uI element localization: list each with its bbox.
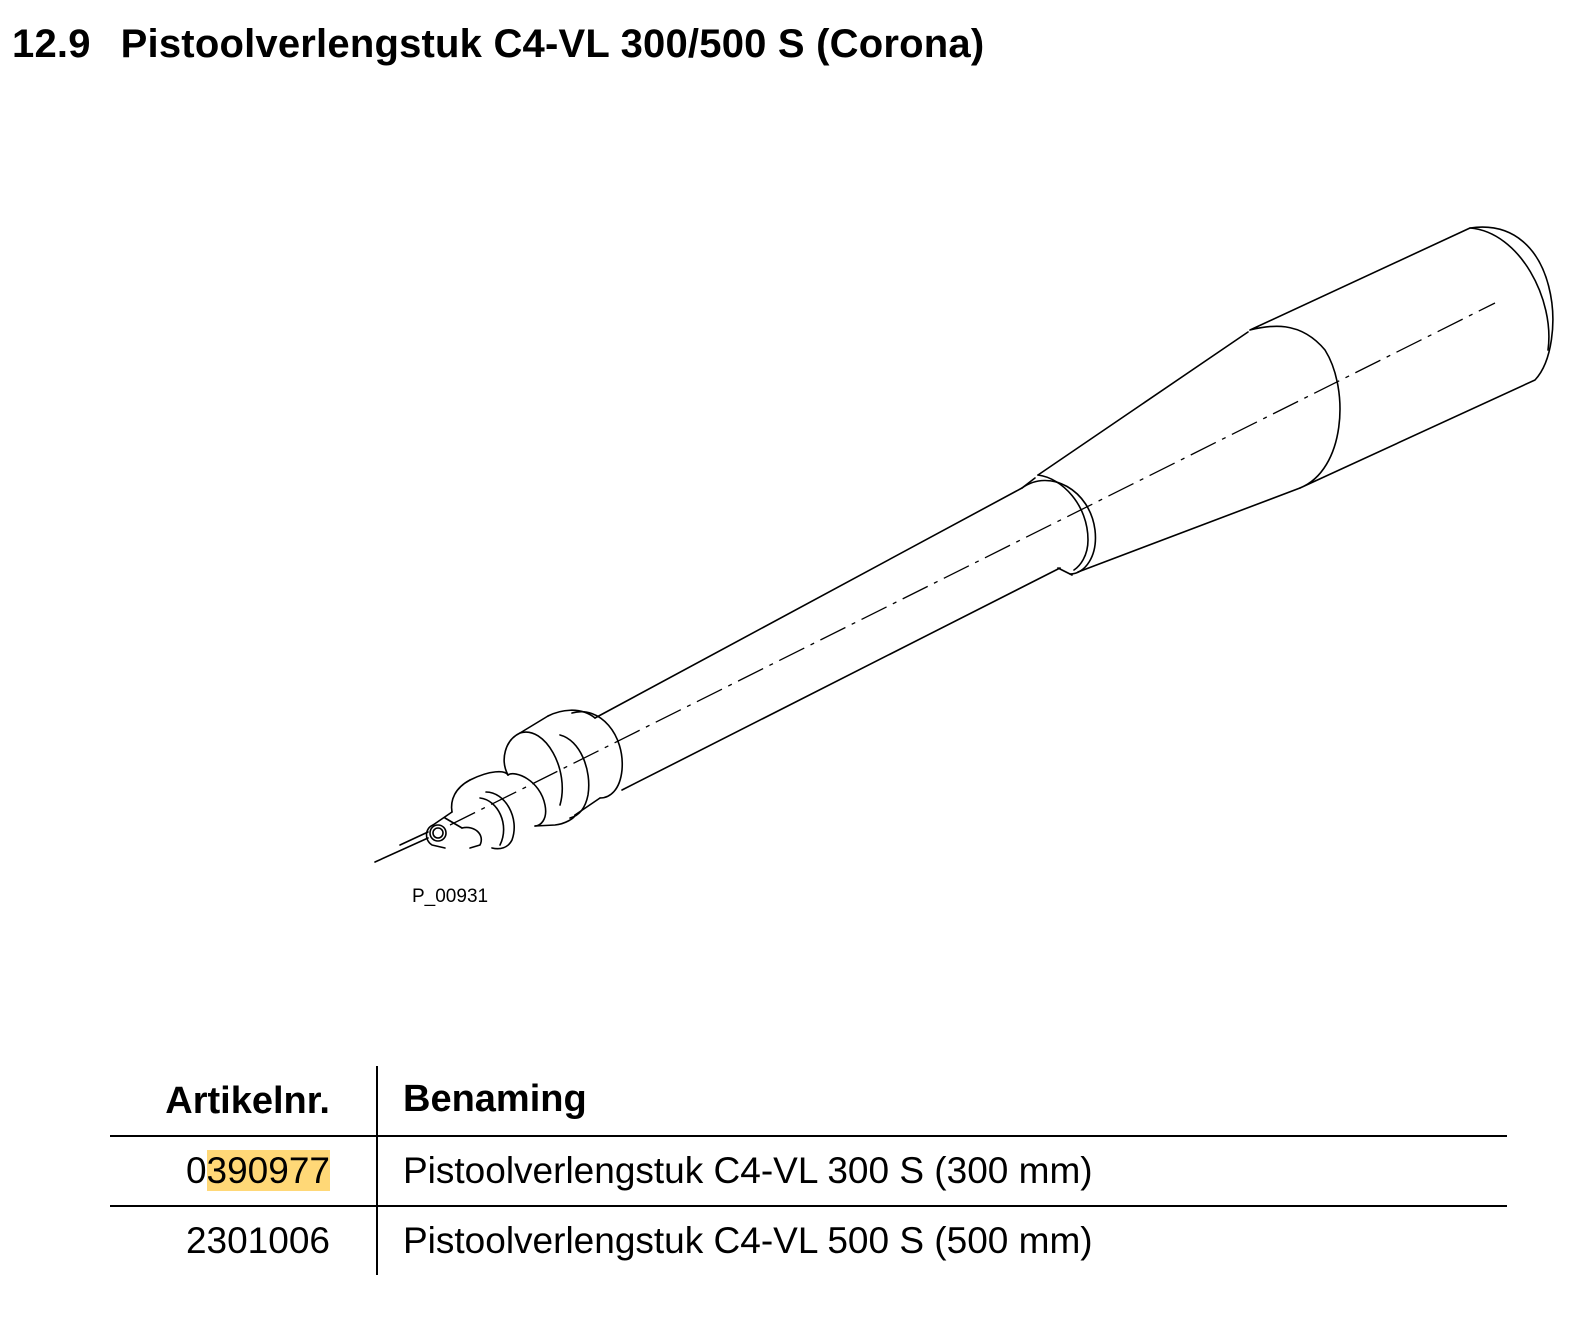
section-title: Pistoolverlengstuk C4-VL 300/500 S (Corona) bbox=[120, 22, 985, 66]
cone-large-end-outline bbox=[1250, 227, 1553, 488]
table-row bbox=[110, 1137, 1507, 1207]
part-name: Pistoolverlengstuk C4-VL 300 S (300 mm) bbox=[403, 1150, 1093, 1191]
section-number: 12.9 bbox=[12, 22, 91, 66]
nozzle-body bbox=[433, 812, 452, 825]
article-number: 2301006 bbox=[110, 1207, 378, 1275]
wire bbox=[375, 838, 428, 862]
table-header-row bbox=[110, 1066, 1507, 1137]
center-axis bbox=[450, 303, 1495, 825]
section-heading bbox=[12, 22, 984, 67]
figure-label: P_00931 bbox=[412, 886, 489, 907]
article-highlight: 390977 bbox=[206, 1150, 330, 1191]
parts-table bbox=[110, 1066, 1507, 1275]
tube-bottom-edge bbox=[622, 568, 1060, 790]
cone-large-end-rim bbox=[1470, 228, 1549, 350]
taper-top-edge bbox=[1038, 332, 1248, 475]
tube-top-edge bbox=[595, 488, 1022, 718]
step-ring-2 bbox=[470, 772, 508, 780]
collar-ring bbox=[1022, 480, 1095, 574]
article-number bbox=[110, 1137, 378, 1205]
article-prefix: 0 bbox=[185, 1150, 207, 1191]
table-row bbox=[110, 1207, 1507, 1275]
part-name: Pistoolverlengstuk C4-VL 500 S (500 mm) bbox=[403, 1220, 1093, 1261]
column-header-name: Benaming bbox=[403, 1078, 587, 1120]
column-header-article: Artikelnr. bbox=[110, 1066, 378, 1135]
extension-drawing bbox=[0, 200, 1583, 920]
taper-bottom-edge bbox=[1078, 488, 1300, 572]
front-collar bbox=[572, 712, 622, 798]
